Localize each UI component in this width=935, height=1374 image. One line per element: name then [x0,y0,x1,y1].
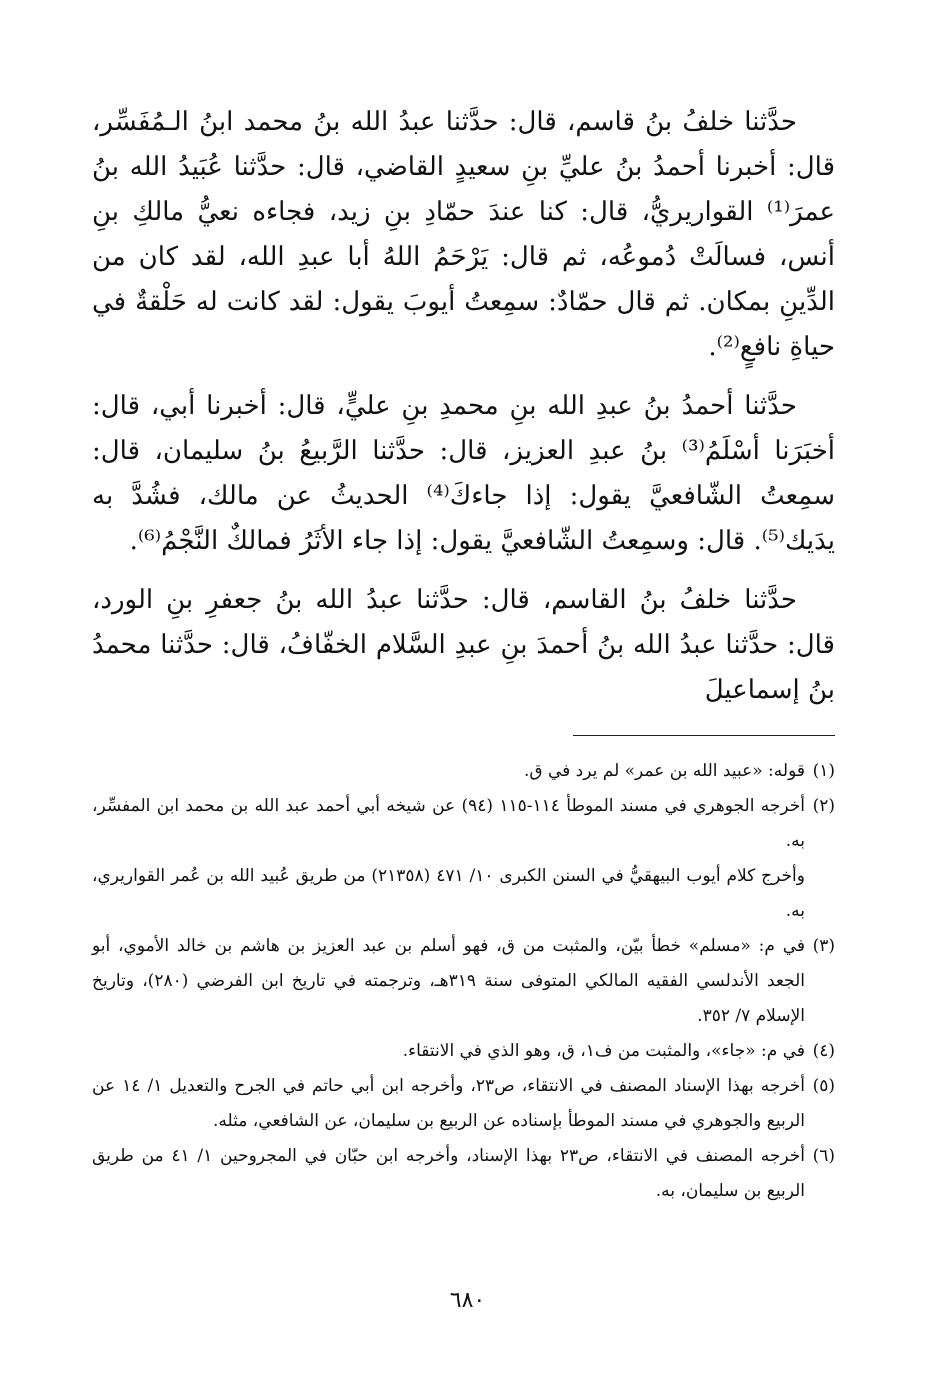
page-body [92,100,835,1209]
footnote-text: أخرجه الجوهري في مسند الموطأ ١١٤-١١٥ (٩٤) عن شيخه أبي أحمد عبد الله بن محمد ابن المفسِّر، به. [92,796,805,851]
page-number: ٦٨٠ [449,1288,486,1313]
paragraph-1: حدَّثنا خلفُ بنُ قاسم، قال: حدَّثنا عبدُ الله بنُ محمد ابنُ الـمُفَسِّر، قال: أخبرنا أحمدُ بنُ عليِّ بنِ سعيدٍ القاضي، قال: حدَّثنا عُبَيدُ الله بنُ عمرَ⁽¹⁾ القواريريُّ، قال: كنا عندَ حمّادِ بنِ زيد، فجاءه نعيُّ مالكِ بنِ أنس، فسالَتْ دُموعُه، ثم قال: يَرْحَمُ اللهُ أبا عبدِ الله، لقد كان من الدِّينِ بمكان. ثم قال حمّادٌ: سمِعتُ أيوبَ يقول: لقد كانت له حَلْقةٌ في حياةِ نافعٍ⁽²⁾. [92,107,835,362]
footnote-number: (٥) [812,1076,835,1096]
footnote-text: في م: «جاء»، والمثبت من ف١، ق، وهو الذي في الانتقاء. [402,1041,805,1061]
footnote-text: أخرجه بهذا الإسناد المصنف في الانتقاء، ص٢٣، وأخرجه ابن أبي حاتم في الجرح والتعديل ١/ ١٤ عن الربيع والجوهري في مسند الموطأ بإسناده عن الربيع بن سليمان، عن الشافعي، مثله. [92,1076,805,1131]
footnote-text: قوله: «عبيد الله بن عمر» لم يرد في ق. [523,761,805,781]
footnote-number: (٦) [812,1146,835,1166]
footnote-1 [92,754,835,789]
footnote-2 [92,789,835,929]
footnote-number: (١) [812,761,835,781]
footnote-text: في م: «مسلم» خطأ بيّن، والمثبت من ق، فهو أسلم بن عبد العزيز بن هاشم بن خالد الأموي، أبو الجعد الأندلسي الفقيه المالكي المتوفى سنة ٣١٩هـ، وترجمته في تاريخ ابن الفرضي (٢٨٠)، وتاريخ الإسلام ٧/ ٣٥٢. [92,936,805,1026]
footnote-number: (٤) [812,1041,835,1061]
footnote-3 [92,929,835,1034]
footnotes [92,754,835,1209]
footnote-divider [573,735,835,736]
main-text [92,100,835,713]
paragraph-2: حدَّثنا أحمدُ بنُ عبدِ الله بنِ محمدِ بنِ عليٍّ، قال: أخبرنا أبي، قال: أخبَرَنا أسْلَمُ⁽³⁾ بنُ عبدِ العزيز، قال: حدَّثنا الرَّبيعُ بنُ سليمان، قال: سمِعتُ الشّافعيَّ يقول: إذا جاءكَ⁽⁴⁾ الحديثُ عن مالك، فشُدَّ به يدَيك⁽⁵⁾. قال: وسمِعتُ الشّافعيَّ يقول: إذا جاء الأثَرُ فمالكٌ النَّجْمُ⁽⁶⁾. [92,391,836,556]
footnote-text: وأخرج كلام أيوب البيهقيُّ في السنن الكبرى ١٠/ ٤٧١ (٢١٣٥٨) من طريق عُبيد الله بن عُمر القواريري، به. [92,866,805,921]
paragraph-3: حدَّثنا خلفُ بنُ القاسم، قال: حدَّثنا عبدُ الله بنُ جعفرِ بنِ الورد، قال: حدَّثنا عبدُ الله بنُ أحمدَ بنِ عبدِ السَّلام الخفّافُ، قال: حدَّثنا محمدُ بنُ إسماعيلَ [92,585,835,705]
footnote-4 [92,1034,835,1069]
footnote-text: أخرجه المصنف في الانتقاء، ص٢٣ بهذا الإسناد، وأخرجه ابن حبّان في المجروحين ١/ ٤١ من طريق الربيع بن سليمان، به. [92,1146,805,1201]
footnote-5 [92,1069,835,1139]
footnote-number: (٢) [812,796,835,816]
footnote-6 [92,1139,835,1209]
footnote-number: (٣) [812,936,835,956]
